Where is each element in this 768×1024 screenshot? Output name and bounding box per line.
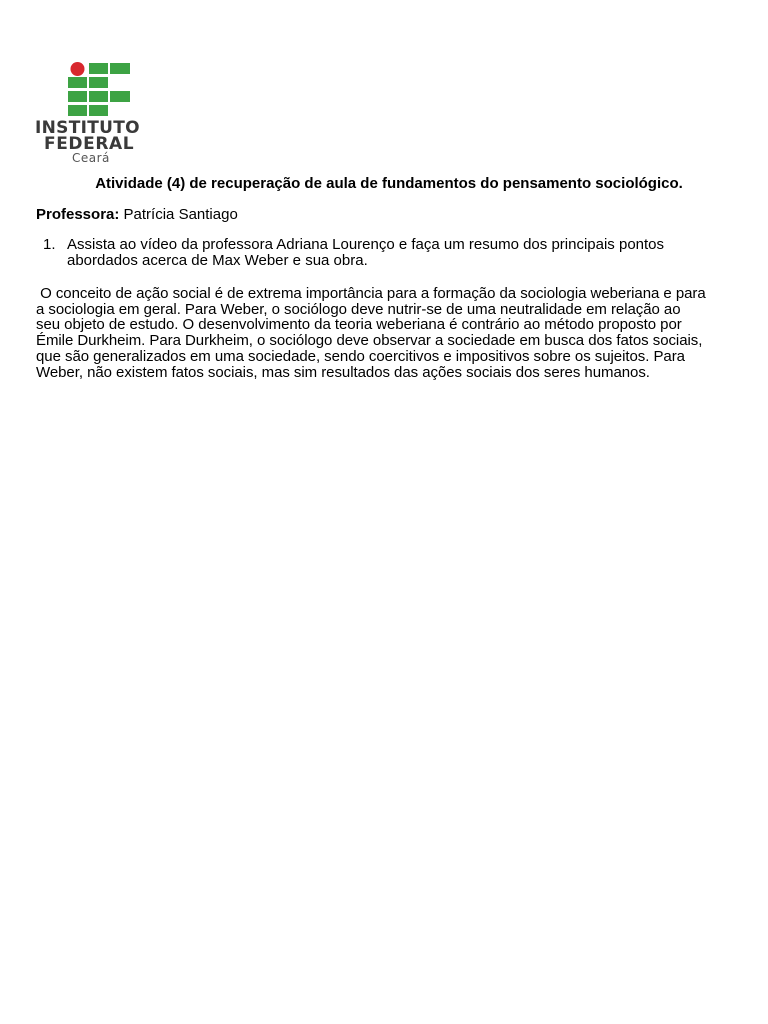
- logo-text-federal: FEDERAL: [44, 134, 135, 154]
- answer-line: seu objeto de estudo. O desenvolvimento da teoria weberiana é contrário ao método proposto por: [36, 316, 682, 334]
- logo-green-block: [68, 77, 87, 88]
- logo-text-instituto: INSTITUTO: [35, 118, 140, 138]
- logo-green-block: [89, 77, 108, 88]
- answer-line: Émile Durkheim. Para Durkheim, o sociólogo deve observar a sociedade em busca dos fatos sociais,: [36, 332, 703, 350]
- question-list: [36, 237, 726, 269]
- answer-line: O conceito de ação social é de extrema importância para a formação da sociologia weberiana e para: [36, 285, 706, 302]
- document-title: Atividade (4) de recuperação de aula de fundamentos do pensamento sociológico.: [95, 175, 683, 192]
- question-text-line: Assista ao vídeo da professora Adriana Lourenço e faça um resumo dos principais pontos: [67, 236, 665, 253]
- question-number: 1.: [43, 236, 56, 253]
- logo-green-block: [68, 105, 87, 116]
- instituto-federal-logo: [34, 62, 174, 166]
- logo-red-dot: [71, 62, 85, 76]
- logo-green-block: [89, 91, 108, 102]
- professor-label: Professora:: [36, 206, 120, 223]
- logo-green-block: [110, 63, 130, 74]
- answer-paragraph: [36, 286, 742, 380]
- logo-emblem-icon: [34, 62, 174, 118]
- professor-line: [36, 206, 238, 224]
- question-text-line: abordados acerca de Max Weber e sua obra.: [67, 252, 368, 269]
- answer-line: Weber, não existem fatos sociais, mas sim resultados das ações sociais dos seres humanos.: [36, 363, 650, 381]
- logo-green-block: [89, 105, 108, 116]
- answer-line: que são generalizados em uma sociedade, sendo coercitivos e impositivos sobre os sujeitos. Para: [36, 347, 685, 365]
- logo-green-block: [110, 91, 130, 102]
- logo-green-block: [68, 91, 87, 102]
- professor-name: Patrícia Santiago: [123, 206, 238, 223]
- logo-green-block: [89, 63, 108, 74]
- question-item: [36, 237, 726, 269]
- answer-line: a sociologia em geral. Para Weber, o sociólogo deve nutrir-se de uma neutralidade em relação ao: [36, 300, 681, 318]
- logo-text-ceara: Ceará: [72, 151, 110, 165]
